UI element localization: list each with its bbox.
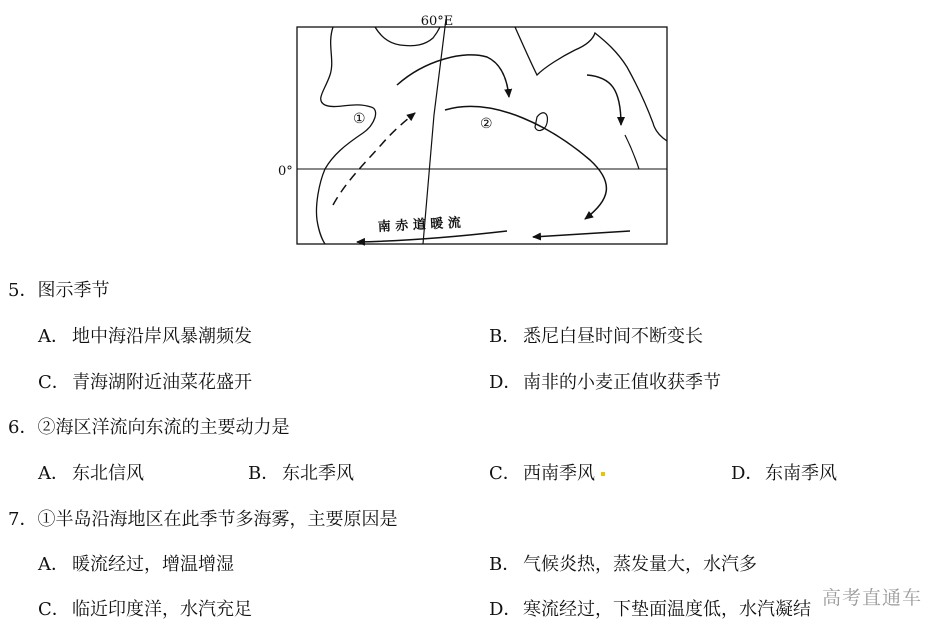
q6-option-b bbox=[248, 462, 354, 486]
option-letter: D． bbox=[489, 372, 522, 393]
option-text: 东北信风 bbox=[72, 463, 144, 484]
option-letter: C． bbox=[38, 599, 70, 620]
india-coastline bbox=[515, 27, 667, 141]
q5-option-c bbox=[38, 371, 252, 395]
arabian-sea-current bbox=[397, 55, 509, 97]
bay-of-bengal-current bbox=[587, 75, 621, 125]
current-label: 南 赤 道 暖 流 bbox=[377, 215, 462, 235]
option-letter: B． bbox=[248, 463, 280, 484]
sri-lanka-island bbox=[535, 113, 547, 131]
q7-option-b bbox=[489, 553, 757, 577]
q5-option-a bbox=[38, 325, 252, 349]
bay-coastline bbox=[625, 135, 639, 169]
option-text: 东北季风 bbox=[282, 463, 354, 484]
option-text: 青海湖附近油菜花盛开 bbox=[72, 372, 252, 393]
option-letter: A． bbox=[38, 326, 69, 347]
q6-option-a bbox=[38, 462, 144, 486]
q7-option-a bbox=[38, 553, 234, 577]
region-2-label: ② bbox=[480, 116, 493, 132]
option-letter: B． bbox=[489, 326, 521, 347]
option-letter: D． bbox=[489, 599, 522, 620]
region-1-label: ① bbox=[353, 111, 366, 127]
option-text: 悉尼白昼时间不断变长 bbox=[523, 326, 703, 347]
option-letter: A． bbox=[38, 554, 69, 575]
question-7-stem: 7．①半岛沿海地区在此季节多海雾，主要原因是 bbox=[8, 509, 398, 530]
south-equatorial-current-arrow bbox=[533, 231, 630, 237]
q6-option-d bbox=[731, 462, 837, 486]
map-frame bbox=[297, 27, 667, 244]
yellow-mark bbox=[601, 472, 605, 476]
option-letter: B． bbox=[489, 554, 521, 575]
option-text: 西南季风 bbox=[523, 463, 595, 484]
option-text: 气候炎热，蒸发量大，水汽多 bbox=[523, 554, 757, 575]
option-letter: D． bbox=[731, 463, 764, 484]
meridian-label: 60°E bbox=[420, 14, 454, 29]
monsoon-current bbox=[445, 106, 606, 219]
option-text: 寒流经过，下垫面温度低，水汽凝结 bbox=[523, 599, 811, 620]
q5-option-d bbox=[489, 371, 721, 395]
option-letter: A． bbox=[38, 463, 69, 484]
equator-label: 0° bbox=[278, 164, 293, 179]
somali-current-dashed bbox=[333, 113, 415, 205]
q7-option-d bbox=[489, 598, 811, 622]
meridian-60e-line bbox=[423, 19, 446, 244]
option-text: 临近印度洋，水汽充足 bbox=[72, 599, 252, 620]
option-letter: C． bbox=[38, 372, 70, 393]
question-6-stem: 6．②海区洋流向东流的主要动力是 bbox=[8, 417, 290, 438]
option-text: 东南季风 bbox=[765, 463, 837, 484]
option-text: 暖流经过，增温增湿 bbox=[72, 554, 234, 575]
ocean-current-map bbox=[275, 5, 675, 250]
africa-coastline bbox=[316, 27, 375, 244]
option-text: 南非的小麦正值收获季节 bbox=[523, 372, 721, 393]
q6-option-c bbox=[489, 462, 595, 486]
option-text: 地中海沿岸风暴潮频发 bbox=[72, 326, 252, 347]
q5-option-b bbox=[489, 325, 703, 349]
watermark: 高考直通车 bbox=[821, 587, 922, 609]
arabia-coastline bbox=[375, 27, 440, 46]
question-5-stem: 5．图示季节 bbox=[8, 280, 110, 301]
option-letter: C． bbox=[489, 463, 521, 484]
q7-option-c bbox=[38, 598, 252, 622]
